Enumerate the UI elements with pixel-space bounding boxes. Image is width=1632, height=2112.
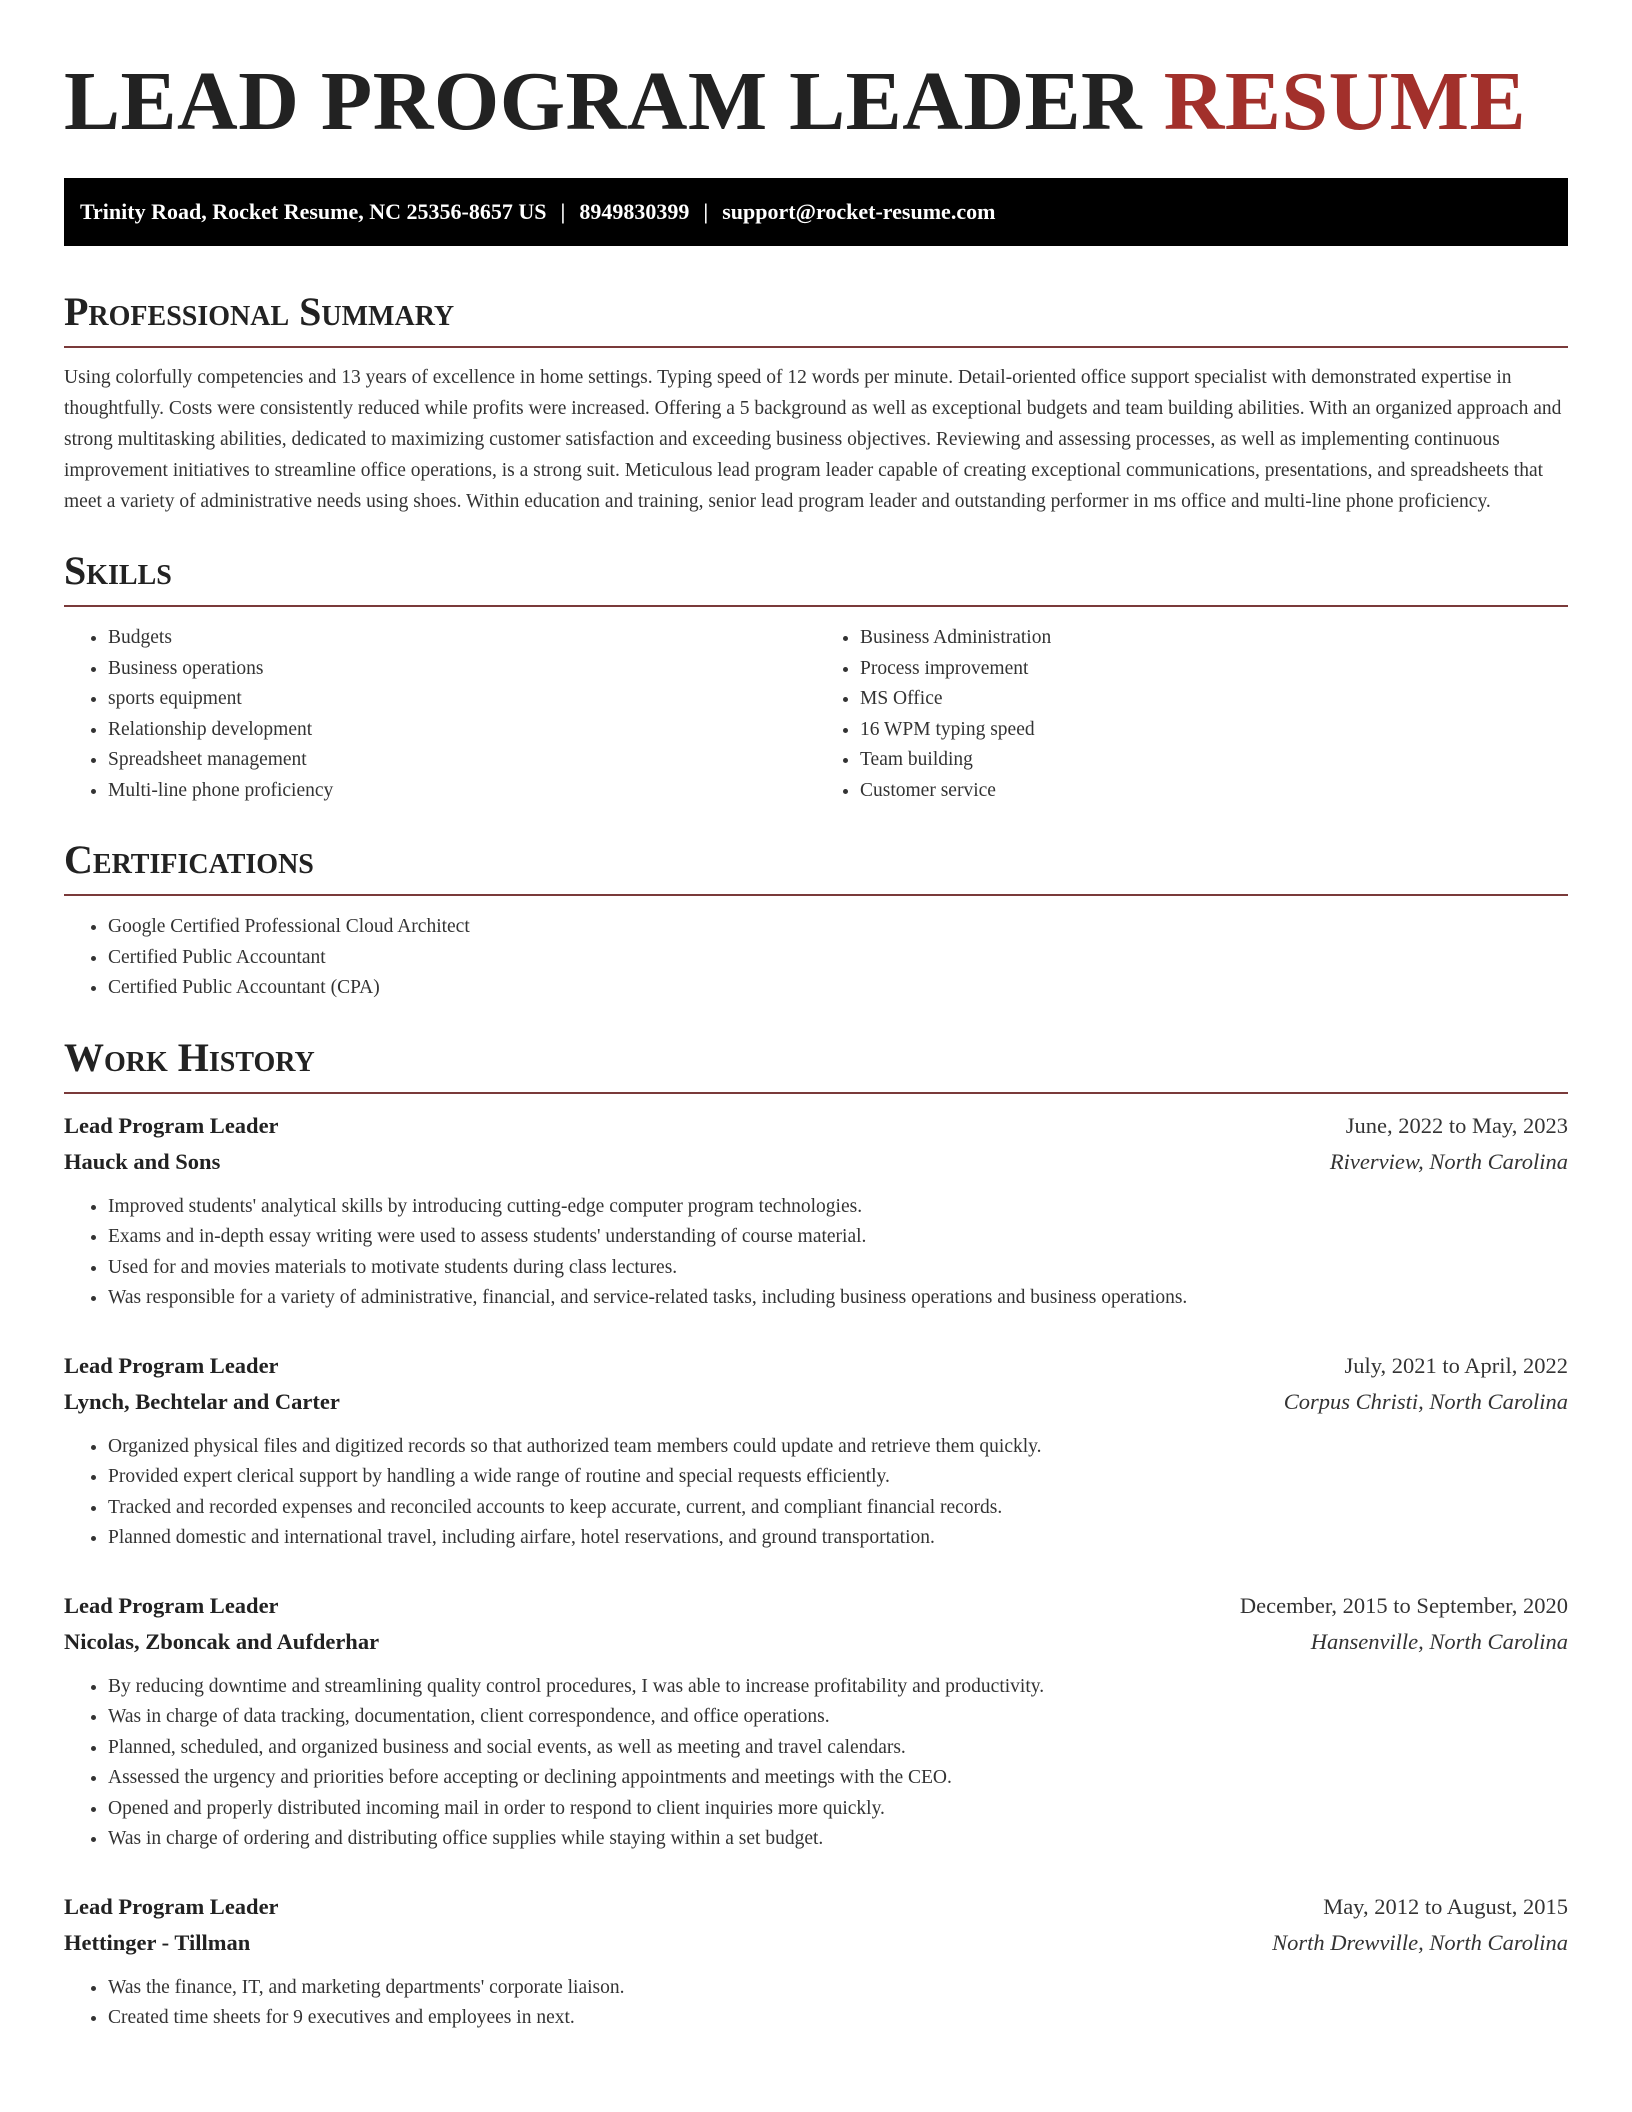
skill-item: • Business Administration	[860, 623, 1568, 654]
job-entry	[64, 1889, 1568, 2034]
job-bullet: • Assessed the urgency and priorities before accepting or declining appointments and meetings with the CEO.	[108, 1763, 1568, 1794]
skill-item: • Customer service	[860, 776, 1568, 807]
job-entry	[64, 1588, 1568, 1855]
job-bullet: • Opened and properly distributed incoming mail in order to respond to client inquiries more quickly.	[108, 1794, 1568, 1825]
job-bullet: • Was the finance, IT, and marketing departments' corporate liaison.	[108, 1973, 1568, 2004]
job-title: Lead Program Leader	[64, 1352, 279, 1378]
section-heading-work-history: Work History	[64, 1034, 1568, 1094]
job-bullet: • Tracked and recorded expenses and reconciled accounts to keep accurate, current, and compliant financial records.	[108, 1493, 1568, 1524]
job-bullet: • Was in charge of data tracking, documentation, client correspondence, and office operations.	[108, 1702, 1568, 1733]
skills-list-right	[816, 623, 1568, 806]
skill-item: • Relationship development	[108, 715, 816, 746]
contact-phone: 8949830399	[579, 199, 690, 224]
job-company-row	[64, 1144, 1568, 1180]
job-company: Hettinger - Tillman	[64, 1929, 251, 1955]
section-heading-skills: Skills	[64, 547, 1568, 607]
page-title	[64, 55, 1568, 148]
job-bullet: • Exams and in-depth essay writing were used to assess students' understanding of course material.	[108, 1222, 1568, 1253]
job-bullet: • Was responsible for a variety of administrative, financial, and service-related tasks, including business operations and business operations.	[108, 1283, 1568, 1314]
job-company: Nicolas, Zboncak and Aufderhar	[64, 1628, 380, 1654]
job-bullets	[64, 1192, 1568, 1314]
job-bullets	[64, 1672, 1568, 1855]
job-list	[64, 1108, 1568, 2034]
job-bullet: • Planned, scheduled, and organized business and social events, as well as meeting and travel calendars.	[108, 1733, 1568, 1764]
contact-bar	[64, 178, 1568, 246]
certification-item: • Certified Public Accountant	[108, 943, 1568, 974]
job-header-row	[64, 1108, 1568, 1144]
job-company-row	[64, 1624, 1568, 1660]
job-company-row	[64, 1384, 1568, 1420]
job-bullet: • By reducing downtime and streamlining quality control procedures, I was able to increase profitability and productivity.	[108, 1672, 1568, 1703]
job-title: Lead Program Leader	[64, 1893, 279, 1919]
skill-item: • Business operations	[108, 654, 816, 685]
resume-page	[64, 0, 1568, 2034]
skill-item: • MS Office	[860, 684, 1568, 715]
job-title: Lead Program Leader	[64, 1592, 279, 1618]
job-entry	[64, 1108, 1568, 1314]
job-location: Corpus Christi, North Carolina	[1283, 1388, 1568, 1414]
skill-item: • sports equipment	[108, 684, 816, 715]
job-company: Hauck and Sons	[64, 1148, 221, 1174]
certifications-section	[64, 836, 1568, 1004]
job-title: Lead Program Leader	[64, 1112, 279, 1138]
contact-separator: |	[703, 199, 709, 224]
contact-address: Trinity Road, Rocket Resume, NC 25356-8657 US	[80, 199, 547, 224]
skill-item: • Budgets	[108, 623, 816, 654]
skills-section	[64, 547, 1568, 806]
skill-item: • Spreadsheet management	[108, 745, 816, 776]
job-location: Riverview, North Carolina	[1329, 1148, 1568, 1174]
job-bullet: • Organized physical files and digitized records so that authorized team members could update and retrieve them quickly.	[108, 1432, 1568, 1463]
job-bullet: • Used for and movies materials to motivate students during class lectures.	[108, 1253, 1568, 1284]
job-header-row	[64, 1348, 1568, 1384]
job-company-row	[64, 1925, 1568, 1961]
job-header-row	[64, 1588, 1568, 1624]
title-accent: RESUME	[1163, 55, 1527, 148]
certification-item: • Google Certified Professional Cloud Architect	[108, 912, 1568, 943]
job-dates: May, 2012 to August, 2015	[1323, 1893, 1568, 1919]
job-location: North Drewville, North Carolina	[1272, 1929, 1568, 1955]
skill-item: • Multi-line phone proficiency	[108, 776, 816, 807]
contact-separator: |	[560, 199, 566, 224]
summary-text: Using colorfully competencies and 13 years of excellence in home settings. Typing speed of 12 words per minute. Detail-oriented office support specialist with demonstrated expertise in thoughtfully. Costs were consistently reduced while profits were increased. Offering a 5 background as well as exceptional budgets and team building abilities. With an organized approach and strong multitasking abilities, dedicated to maximizing customer satisfaction and exceeding business objectives. Reviewing and assessing processes, as well as implementing continuous improvement initiatives to streamline office operations, is a strong suit. Meticulous lead program leader capable of creating exceptional communications, presentations, and spreadsheets that meet a variety of administrative needs using shoes. Within education and training, senior lead program leader and outstanding performer in ms office and multi-line phone proficiency.	[64, 367, 1562, 512]
skill-item: • Process improvement	[860, 654, 1568, 685]
section-heading-certifications: Certifications	[64, 836, 1568, 896]
job-bullet: • Planned domestic and international travel, including airfare, hotel reservations, and ground transportation.	[108, 1523, 1568, 1554]
contact-email: support@rocket-resume.com	[722, 199, 996, 224]
certification-item: • Certified Public Accountant (CPA)	[108, 973, 1568, 1004]
job-bullet: • Provided expert clerical support by handling a wide range of routine and special requests efficiently.	[108, 1462, 1568, 1493]
job-dates: June, 2022 to May, 2023	[1345, 1112, 1568, 1138]
job-bullet: • Was in charge of ordering and distributing office supplies while staying within a set budget.	[108, 1824, 1568, 1855]
job-entry	[64, 1348, 1568, 1554]
job-dates: December, 2015 to September, 2020	[1239, 1592, 1568, 1618]
title-main: LEAD PROGRAM LEADER	[64, 55, 1143, 148]
skill-item: • Team building	[860, 745, 1568, 776]
job-location: Hansenville, North Carolina	[1310, 1628, 1568, 1654]
certifications-list	[64, 912, 1568, 1004]
job-bullets	[64, 1973, 1568, 2034]
section-heading-summary: Professional Summary	[64, 288, 1568, 348]
job-dates: July, 2021 to April, 2022	[1344, 1352, 1568, 1378]
job-header-row	[64, 1889, 1568, 1925]
skills-list-left	[64, 623, 816, 806]
work-history-section	[64, 1034, 1568, 2034]
skills-columns	[64, 623, 1568, 806]
summary-section	[64, 288, 1568, 517]
job-bullets	[64, 1432, 1568, 1554]
job-company: Lynch, Bechtelar and Carter	[64, 1388, 340, 1414]
job-bullet: • Created time sheets for 9 executives and employees in next.	[108, 2003, 1568, 2034]
job-bullet: • Improved students' analytical skills by introducing cutting-edge computer program technologies.	[108, 1192, 1568, 1223]
skill-item: • 16 WPM typing speed	[860, 715, 1568, 746]
